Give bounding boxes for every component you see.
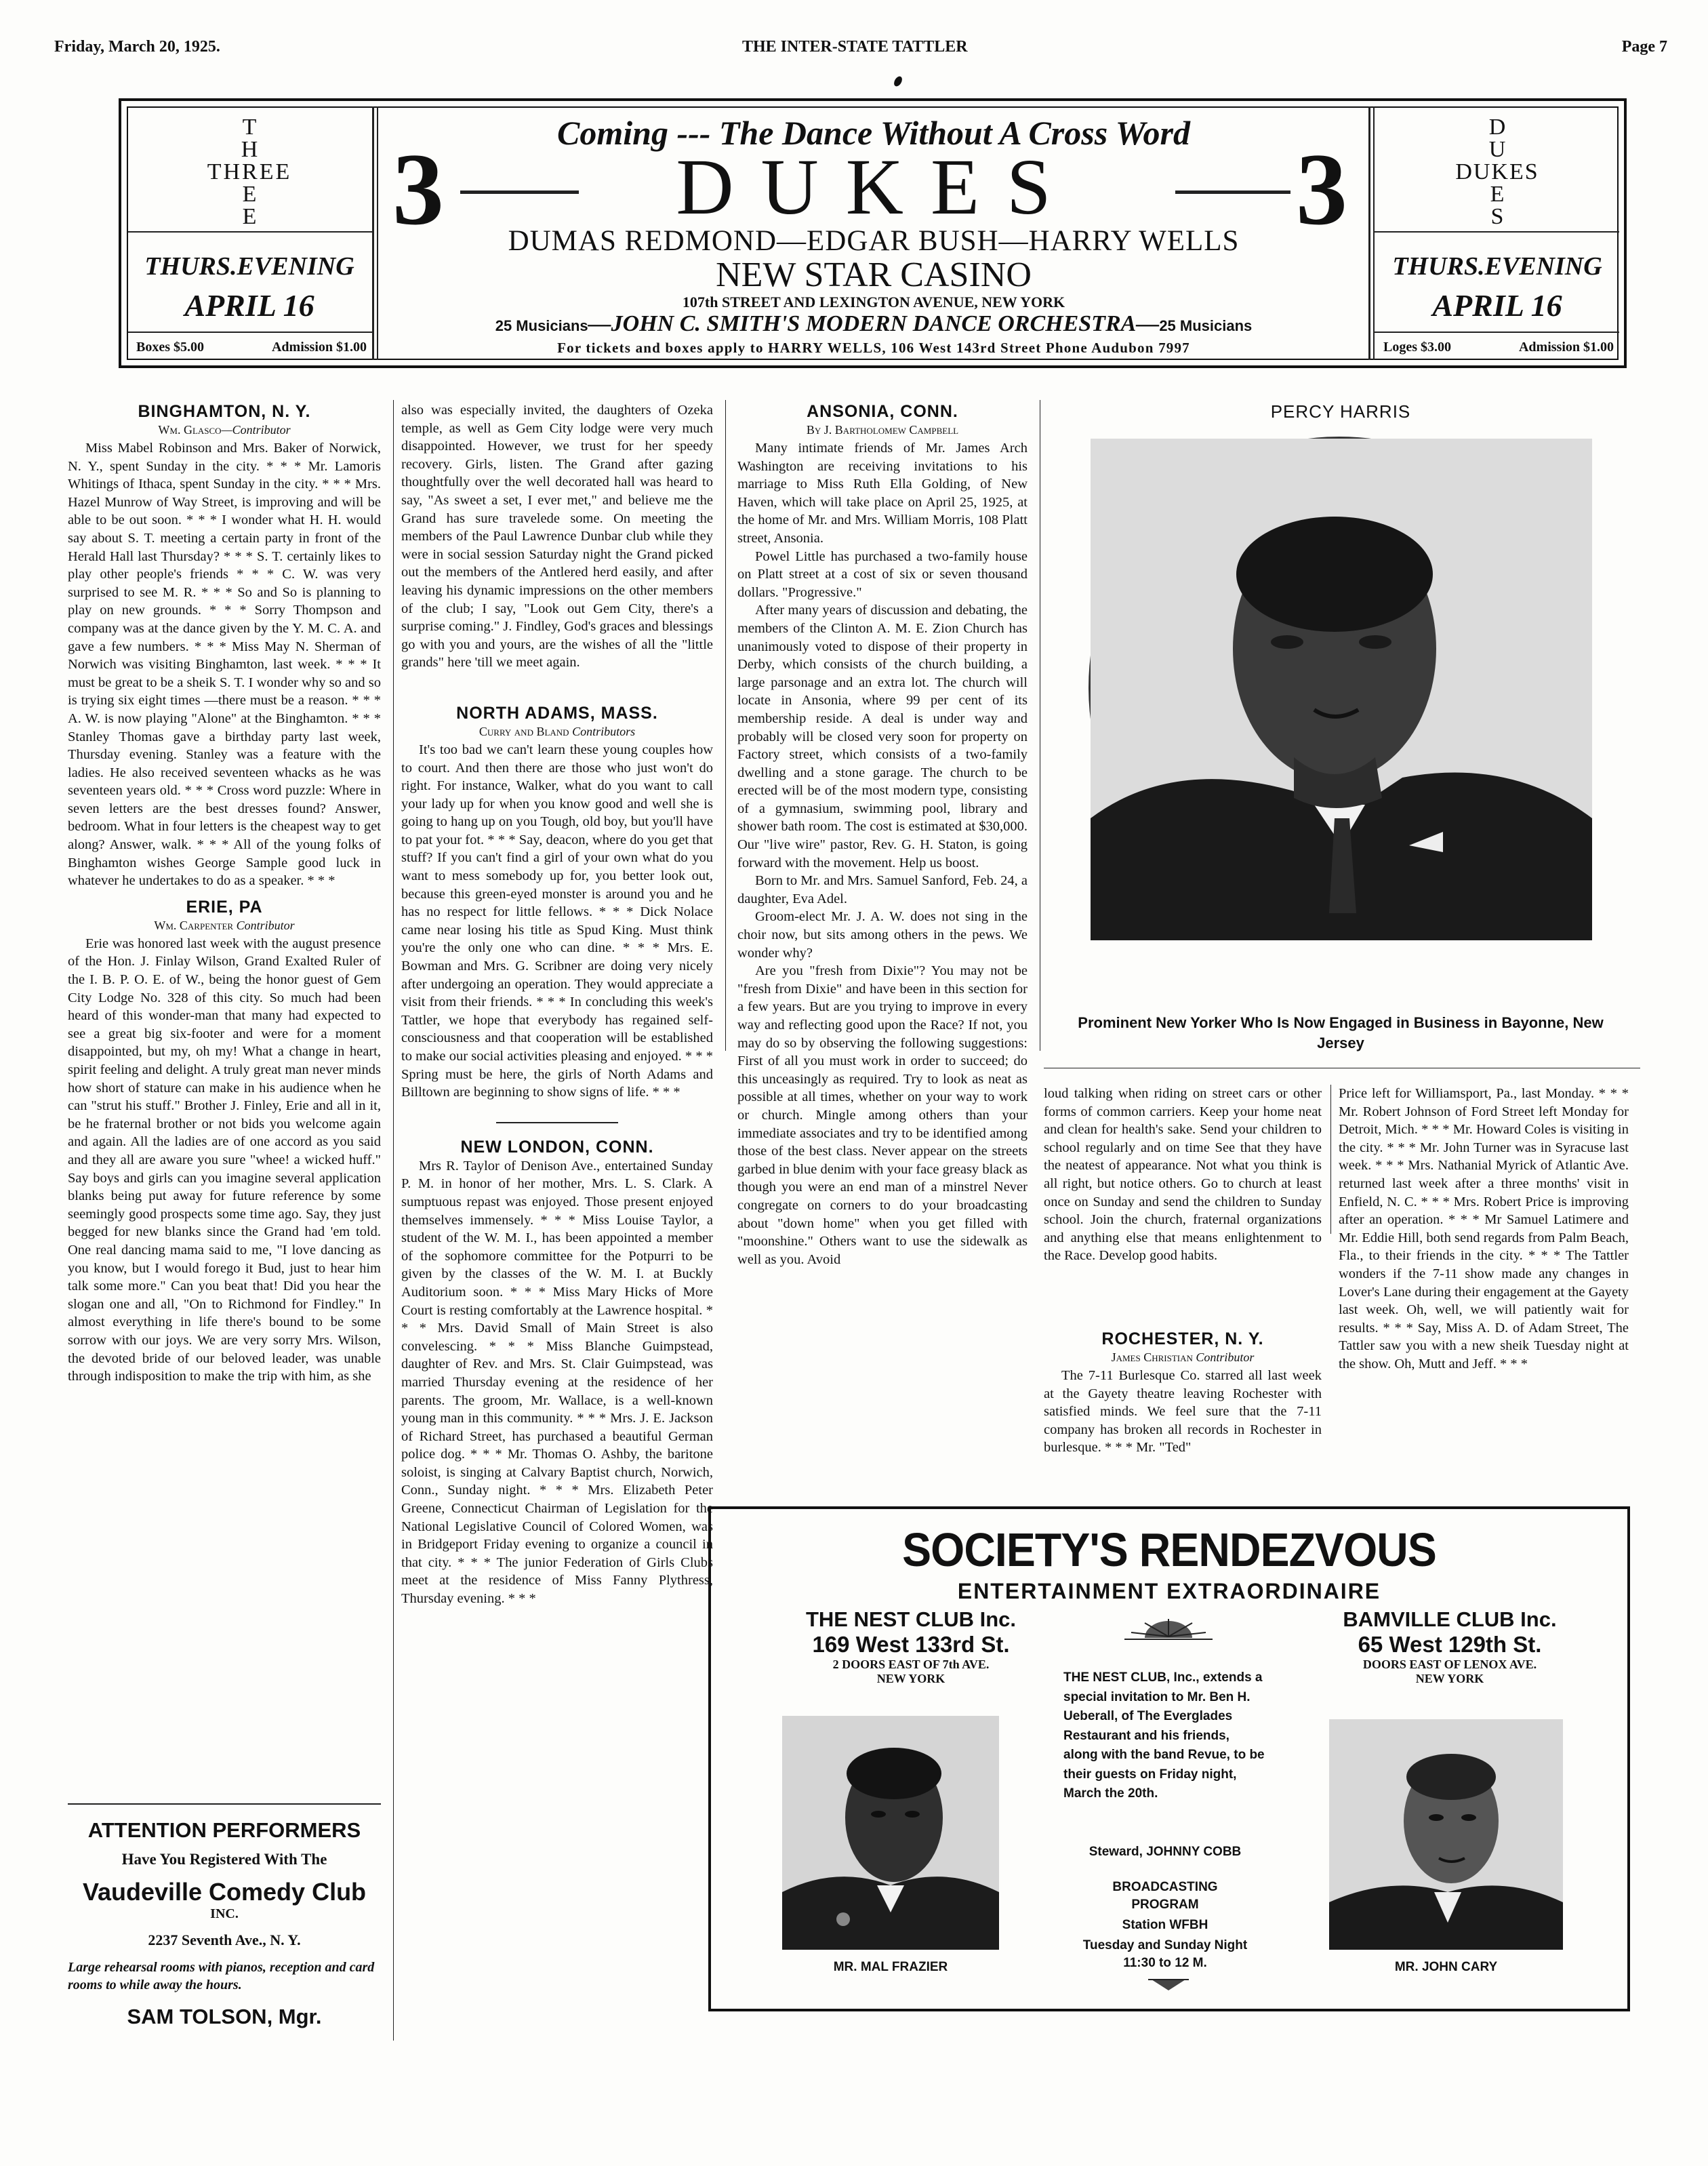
dukes-tickets: For tickets and boxes apply to HARRY WELLS, 106 West 143rd Street Phone Audubon 7997 — [557, 340, 1190, 356]
rochester-continued: Price left for Williamsport, Pa., last Monday. * * * Mr. Robert Johnson of Ford Street left Monday for Detroit, Mich. * * * Mr. Howard Coles is visiting in the city. * * * Mr. John Turner was in Syracuse last week. * * * Mrs. Nathanial Myrick of Atlantic Ave. returned last week after a three months' visit in Enfield, N. C. * * * Mrs. Robert Price is improving after an operation. * * * Mr Samuel Latimere and Mr. Eddie Hill, both send regards from Palm Beach, Fla., to their friends in the city. * * * The Tattler wonders if the 7-11 show made any changes in Lover's Lane during their engagement at the Gayety last week. Oh, well, we will patiently wait for results. * * * Say, Miss A. D. of Adam Street, The Tattler saw you with a new sheik Tuesday night at the show. Oh, Mutt and Jeff. * * * — [1339, 1086, 1629, 1371]
dukes-right-prices: Loges $3.00 Admission $1.00 — [1383, 340, 1614, 355]
erie-body: Erie was honored last week with the august presence of the Hon. J. Finlay Wilson, Grand Exalted Ruler of the I. B. P. O. E. of W., being the honor guest of Gem City Lodge No. 328 of this city. So much had been heard of this wonder-man that many had expected to see a great big six-footer and were for a moment disappointed, but my, oh my! What a change in heart, spirit feeling and delight. A truly great man never minds how short of stature can make in his audience when he can "strut his stuff." Brother J. Finley, Erie and all in it, be he fraternal brother or not bids you welcome again and again. All the ladies are of one accord as you said and they all are aware you sure "whee! a wicked huff." Say boys and girls can you imagine several application blanks being put away for future reference by some seemingly good prospects some time ago. Say, they just begged for new blanks since the Grand had 'em told. One real dancing mama said to me, "I love dancing as you know, but I would forego it Bud, just to hear him talk some more." Can you beat that! Did you hear the slogan one and all, "On to Richmond for Findley." In almost everything in life there's bound to be some sorrow with our joys. We are very sorry Mrs. Wilson, the devoted bride of our beloved leader, was unable through indisposition to make the trip with him, as she — [68, 936, 381, 1384]
new-london-heading: NEW LONDON, CONN. — [460, 1137, 654, 1157]
stacked-letter: T — [242, 115, 257, 140]
dukes-venue: NEW STAR CASINO — [716, 256, 1032, 294]
percy-harris-caption: Prominent New Yorker Who Is Now Engaged in Business in Bayonne, New Jersey — [1078, 1014, 1604, 1051]
vaudeville-description: Large rehearsal rooms with pianos, reception and card rooms to while away the hours. — [68, 1960, 375, 1992]
column-3 — [737, 401, 1028, 1267]
vaudeville-manager: SAM TOLSON, Mgr. — [127, 2005, 322, 2028]
vaudeville-ad — [68, 1803, 381, 2028]
north-adams-body: It's too bad we can't learn these young couples how to court. And then there are those who just won't do right. For instance, Walker, what do you want to call your lady up for when you know good and well she is going to hang up on you Tough, old boy, but you'll have to pat your fot. * * * Say, deacon, where do you get that stuff? If you can't find a girl of your own what do you want to mess somebody up for, you better look out, because this green-eyed monster is around you and he has no respect for little fellows. * * * Dick Nolace came near losing his title as Spud King. Must think you're the only one who can dine. * * * Mrs. E. Bowman and Mrs. G. Scribner are doing very nicely after undergoing an operation. They would appreciate a visit from their friends. * * * In concluding this week's Tattler, we hope that everybody has regained self-consciousness and that cooperation will be established to make our social activities pleasing and enjoyed. * * * Spring must be here, the girls of North Adams and Billtown are beginning to show signs of life. * * * — [401, 742, 713, 1100]
mal-frazier-caption: MR. MAL FRAZIER — [833, 1960, 948, 1974]
stacked-letter: E — [242, 182, 257, 207]
dukes-left-panel — [128, 116, 371, 228]
issue-date: Friday, March 20, 1925. — [54, 38, 220, 56]
dukes-address: 107th STREET AND LEXINGTON AVENUE, NEW YORK — [682, 294, 1065, 310]
dukes-ad — [119, 98, 1627, 368]
column-1 — [68, 401, 381, 1790]
binghamton-byline: Wm. Glasco—Contributor — [158, 423, 291, 437]
paper-name: THE INTER-STATE TATTLER — [742, 38, 968, 56]
nest-club-invitation: THE NEST CLUB, Inc., extends a special invitation to Mr. Ben H. Ueberall, of The Everglades Restaurant and his friends, along with the band Revue, to be their guests on Friday night, March the 20th. — [1063, 1670, 1265, 1801]
mal-frazier-photo — [782, 1716, 999, 1950]
dukes-right-evening: THURS.EVENING — [1392, 252, 1602, 281]
ansonia-paragraph: Powel Little has purchased a two-family house on Platt street at a cost of six or seven thousand dollars. "Progressive." — [737, 548, 1028, 600]
binghamton-body: Miss Mabel Robinson and Mrs. Baker of Norwick, N. Y., spent Sunday in the city. * * * Mr. Lamoris Whitings of Ithaca, spent Sunday in the city. * * * Mrs. Hazel Munrow of Way Street, is improving and will be able to be out soon. * * * I wonder what H. H. would say about S. T. meeting a certain party in front of the Herald Hall last Thursday? * * * S. T. certainly likes to play other people's friends * * * C. W. was very surprised to see M. R. * * * So and So is planning to play on new grounds. * * * Sorry Thompson and company was at the dance given by the Y. M. C. A. and gave a few numbers. * * * Miss May N. Sherman of Norwich was visiting Binghamton, last week. * * * It must be great to be a sheik S. T. I wonder why so and so is trying six eight times —there must be a reason. * * * A. W. is now playing "Alone" at the Binghamton. * * * Stanley Thomas gave a birthday party last week, Thursday evening. Stanley was a feature with the ladies. He also received seventeen whacks as he was seventeen years old. * * * Cross word puzzle: Where in seven letters are the best dresses found? Answer, bedroom. What in four letters is the cheapest way to get along? Answer, walk. * * * All of the young folks of Binghamton wishes George Sample good luck in whatever he undertakes to do as a speaker. * * * — [68, 441, 381, 889]
erie-continued: also was especially invited, the daughters of Ozeka temple, as well as Gem City lodge were very much disappointed. However, we trust for her speedy recovery. Girls, listen. The Grand after gazing thoughtfully over the well decorated hall was heard to say, "As sweet a set, I ever met," and believe me the Grand has sure travelede some. On meeting the members of the Paul Lawrence Dunbar club while they were in social session Saturday night the Grand picked out the members of the Antlered herd easily, and after leaving his dynamic impressions on the other members of the club; I say, "Look out Gem City, there's a surprise coming." J. Findley, God's graces and blessings go with you and yours, are the wishes of all the "little grands" here 'till we meet again. — [401, 403, 713, 670]
society-title: SOCIETY'S RENDEZVOUS — [902, 1523, 1436, 1576]
ansonia-paragraph: Groom-elect Mr. J. A. W. does not sing in the choir now, but sits among others in the pews. We wonder why? — [737, 909, 1028, 961]
dukes-left-evening: THURS.EVENING — [144, 252, 354, 281]
erie-heading: ERIE, PA — [186, 897, 263, 917]
binghamton-heading: BINGHAMTON, N. Y. — [138, 402, 311, 421]
stacked-word: THREE — [207, 159, 292, 184]
society-ad — [708, 1506, 1630, 2011]
center-sunburst — [1118, 1618, 1219, 1641]
north-adams-byline: Curry and Bland Contributors — [479, 724, 636, 738]
column-4 — [1044, 1085, 1322, 1264]
dukes-num-right: 3 — [1296, 132, 1347, 246]
rochester-heading: ROCHESTER, N. Y. — [1101, 1329, 1264, 1348]
percy-harris-photo — [1089, 437, 1590, 938]
erie-byline: Wm. Carpenter Contributor — [154, 918, 295, 932]
john-cary-photo — [1329, 1719, 1563, 1950]
broadcasting-block: BROADCASTING PROGRAM Station WFBH Tuesday and Sunday Night 11:30 to 12 M. — [1082, 1880, 1248, 1970]
percy-harris-feature — [1049, 401, 1632, 1052]
bottom-ornament — [1148, 1977, 1189, 1992]
dukes-num-left: 3 — [392, 132, 444, 246]
percy-harris-heading: PERCY HARRIS — [1270, 401, 1411, 422]
stacked-letter: H — [241, 137, 258, 162]
north-adams-heading: NORTH ADAMS, MASS. — [456, 703, 658, 723]
column-5 — [1339, 1085, 1629, 1491]
page-number: Page 7 — [1621, 38, 1667, 56]
vaudeville-registered: Have You Registered With The — [121, 1851, 327, 1868]
ansonia-paragraph: After many years of discussion and debating, the members of the Clinton A. M. E. Zion Church has unanimously voted to dispose of their property in Derby, which consists of the church building, a large parsonage and an extra lot. The church will locate in Ansonia, where 99 per cent of its membership reside. A deal is under way and probably will be closed very soon for property on Factory street, which consists of a two-family dwelling and a stone garage. The church to be erected will be of the most modern type, consisting of a gymnasium, swimming pool, library and shower bath room. The cost is estimated at $30,000. Our "live wire" pastor, Rev. G. H. Staton, is going forward with the movement. Help us boost. — [737, 603, 1028, 870]
dukes-left-date: APRIL 16 — [184, 288, 314, 323]
dukes-members: DUMAS REDMOND—EDGAR BUSH—HARRY WELLS — [508, 225, 1240, 257]
ink-blot — [893, 75, 904, 88]
steward-line: Steward, JOHNNY COBB — [1089, 1845, 1242, 1859]
new-london-body: Mrs R. Taylor of Denison Ave., entertained Sunday P. M. in honor of her mother, Mrs. L. S. Clark. A sumptuous repast was enjoyed. Those present enjoyed themselves immensely. * * * Miss Louise Taylor, a student of the W. M. I., has been appointed a member of the sophomore committee for the Potpurri to be given by the classes of the W. M. I. at Buckly Auditorium soon. * * * Miss Mary Hicks of More Court is resting comfortably at the Lawrence hospital. * * * Mrs. David Small of Main Street is also convelescing. * * * Miss Blanche Guimpstead, daughter of Rev. and Mrs. St. Clair Guimpstead, was married Thursday evening at the residence of her parents. The groom, Mr. Wallace, is a well-known young man in this community. * * * Mrs. J. E. Jackson of Richard Street, has purchased a beautiful German police dog. * * * Mr. Thomas O. Ashby, the baritone soloist, is singing at Calvary Baptist church, Norwich, Conn., Sunday night. * * * Mrs. Elizabeth Peter Greene, Connecticut Chairman of Legislation for the National Legislative Council of Colored Women, was in Bridgeport Friday evening to organize a council in that city. * * * The junior Federation of Girls Clubs meet at the residence of Miss Fanny Plythress, Thursday evening. * * * — [401, 1158, 713, 1607]
vaudeville-address: 2237 Seventh Ave., N. Y. — [148, 1931, 301, 1948]
ansonia-heading: ANSONIA, CONN. — [807, 402, 958, 421]
rochester-article — [1044, 1329, 1322, 1485]
masthead — [54, 35, 1674, 62]
dukes-left-prices: Boxes $5.00 Admission $1.00 — [136, 340, 367, 355]
dukes-orchestra: 25 Musicians—JOHN C. SMITH'S MODERN DANCE ORCHESTRA—25 Musicians — [495, 311, 1253, 336]
stacked-letter: E — [242, 204, 257, 229]
dukes-headline: Coming --- The Dance Without A Cross Word — [557, 114, 1190, 152]
vaudeville-club-name: Vaudeville Comedy Club — [82, 1878, 367, 1906]
ansonia-continued: loud talking when riding on street cars or other forms of common carriers. Keep your home neat and clean for health's sake. Send your children to school regularly and on time See that they have the neatest of appearance. Not what you think is all right, but notice others. Go to church at least once on Sunday and send the children to Sunday school. Join the church, fraternal organizations and anything else that means enlightenment to the Race. Develop good habits. — [1044, 1086, 1322, 1264]
portrait-illustration — [1091, 439, 1592, 940]
ansonia-byline: By J. Bartholomew Campbell — [806, 423, 959, 437]
dukes-right-panel: D U DUKES E S — [1455, 115, 1539, 229]
column-2 — [401, 401, 713, 2062]
dukes-name: DUKES — [676, 142, 1078, 231]
dukes-right-date: APRIL 16 — [1432, 288, 1562, 323]
ansonia-paragraph: Born to Mr. and Mrs. Samuel Sanford, Feb. 24, a daughter, Eva Adel. — [737, 873, 1028, 906]
bamville-club-info: BAMVILLE CLUB Inc. 65 West 129th St. DOORS EAST OF LENOX AVE. NEW YORK — [1343, 1607, 1557, 1685]
nest-club-info: THE NEST CLUB Inc. 169 West 133rd St. 2 DOORS EAST OF 7th AVE. NEW YORK — [805, 1607, 1016, 1685]
ansonia-paragraph: Many intimate friends of Mr. James Arch Washington are receiving invitations to his marriage to Miss Ruth Ella Golding, of New Haven, which will take place on April 25, 1925, at the home of Mr. and Mrs. William Morris, 108 Platt street, Ansonia. — [737, 441, 1028, 546]
vaudeville-attention: ATTENTION PERFORMERS — [87, 1818, 361, 1842]
john-cary-caption: MR. JOHN CARY — [1394, 1960, 1498, 1974]
society-subtitle: ENTERTAINMENT EXTRAORDINAIRE — [957, 1579, 1381, 1603]
rochester-body: The 7-11 Burlesque Co. starred all last week at the Gayety theatre leaving Rochester with satisfied minds. We feel sure that the 7-11 company has broken all records in Rochester in burlesque. * * * Mr. "Ted" — [1044, 1368, 1322, 1456]
rochester-byline: James Christian Contributor — [1111, 1350, 1255, 1364]
ansonia-paragraph: Are you "fresh from Dixie"? You may not be "fresh from Dixie" and have been in this section for a few years. But are you trying to improve in every way and reflecting good upon the Race? If not, you may do so by observing the following suggestions: First of all you must work in order to succeed; do this unceasingly as required. Try to look as neat as possible at all times, whether on your way to work or church. Mingle among others than your immediate associates and try to be identified among those of the best class. Never appear on the streets garbed in blue denim with your face greasy black as though you were an end man of a minstrel Never congregate on corners to do your broadcasting about "down home" when you get filled with "moonshine." Others want to use the sidewalk as well as you. Avoid — [737, 963, 1028, 1267]
vaudeville-inc: INC. — [210, 1906, 239, 1921]
